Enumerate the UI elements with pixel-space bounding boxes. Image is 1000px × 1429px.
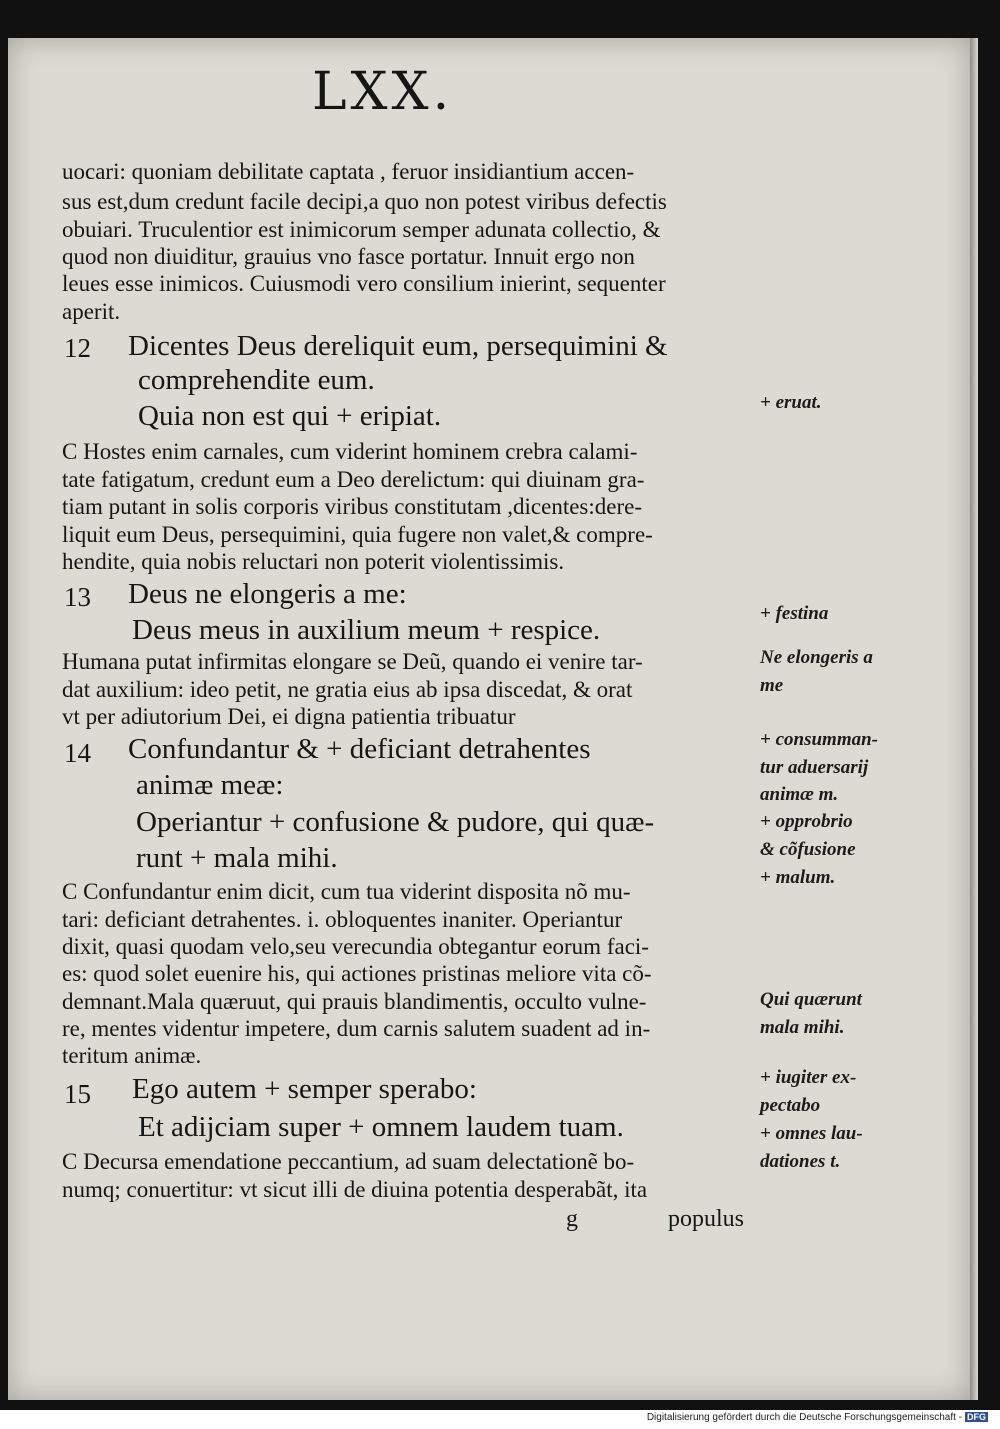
verse-line: comprehendite eum.: [138, 364, 375, 396]
text-line: leues esse inimicos. Cuiusmodi vero consilium inierint, sequenter: [62, 271, 666, 296]
margin-note: + opprobrio: [760, 811, 853, 832]
margin-note: animæ m.: [760, 784, 839, 805]
text-line: Humana putat infirmitas elongare se Deũ, quando ei venire tar-: [62, 649, 643, 674]
verse-number: 15: [64, 1079, 91, 1109]
verse-line: Quia non est qui + eripiat.: [138, 400, 442, 432]
text-line: hendite, quia nobis reluctari non poterit violentissimis.: [62, 549, 565, 574]
verse-line: Deus ne elongeris a me:: [128, 578, 407, 610]
text-line: tari: deficiant detrahentes. i. obloquentes inaniter. Operiantur: [62, 907, 623, 932]
margin-note: + eruat.: [760, 392, 822, 413]
text-line: numq; conuertitur: vt sicut illi de diuina potentia desperabãt, ita: [62, 1177, 648, 1202]
verse-number: 14: [64, 738, 91, 768]
verse-line: Operiantur + confusione & pudore, qui quæ-: [136, 806, 655, 838]
margin-note: & cõfusione: [760, 839, 856, 860]
text-line: aperit.: [62, 299, 121, 324]
text-line: tate fatigatum, credunt eum a Deo derelictum: qui diuinam gra-: [62, 467, 645, 492]
catchword: populus: [668, 1206, 745, 1232]
margin-note: + omnes lau-: [760, 1123, 863, 1144]
signature-mark: g: [566, 1206, 578, 1232]
verse-line: animæ meæ:: [136, 769, 284, 801]
folio-number: LXX.: [312, 62, 454, 122]
text-line: liquit eum Deus, persequimini, quia fugere non valet,& compre-: [62, 522, 653, 547]
text-line: teritum animæ.: [62, 1043, 202, 1068]
text-line: dixit, quasi quodam velo,seu verecundia obtegantur eorum faci-: [62, 934, 649, 959]
margin-note: + malum.: [760, 867, 836, 888]
text-line: uocari: quoniam debilitate captata , feruor insidiantium accen-: [62, 159, 635, 184]
verse-line: Dicentes Deus dereliquit eum, persequimini &: [128, 330, 668, 362]
text-line: re, mentes videntur impetere, dum carnis salutem suadent ad in-: [62, 1016, 651, 1041]
margin-note: Ne elongeris a: [760, 647, 873, 668]
verse-number: 12: [64, 333, 91, 363]
text-line: tiam putant in solis corporis viribus constitutam ,dicentes:dere-: [62, 494, 642, 519]
text-line: es: quod solet euenire his, qui actiones pristinas meliore vita cõ-: [62, 961, 652, 986]
margin-note: mala mihi.: [760, 1017, 845, 1038]
text-line: C Hostes enim carnales, cum viderint hominem crebra calami-: [62, 439, 638, 464]
text-line: quod non diuiditur, grauius vno fasce portatur. Innuit ergo non: [62, 244, 635, 269]
dfg-logo-icon: DFG: [967, 1412, 986, 1422]
margin-note: tur aduersarij: [760, 757, 869, 778]
verse-line: Ego autem + semper sperabo:: [132, 1073, 477, 1105]
text-line: C Decursa emendatione peccantium, ad suam delectationẽ bo-: [62, 1149, 635, 1174]
margin-note: + iugiter ex-: [760, 1067, 857, 1088]
verse-line: Confundantur & + deficiant detrahentes: [128, 733, 591, 765]
page-edge: [970, 38, 978, 1400]
text-line: demnant.Mala quæruut, qui prauis blandimentis, occulto vulne-: [62, 989, 647, 1014]
digitization-footer: [647, 1412, 988, 1423]
margin-note: pectabo: [760, 1095, 821, 1116]
margin-note: me: [760, 675, 784, 696]
text-line: dat auxilium: ideo petit, ne gratia eius ab ipsa discedat, & orat: [62, 677, 633, 702]
verse-line: runt + mala mihi.: [136, 842, 338, 874]
margin-note: + consumman-: [760, 729, 878, 750]
margin-note: Qui quærunt: [760, 989, 862, 1010]
margin-note: + festina: [760, 603, 829, 624]
text-line: vt per adiutorium Dei, ei digna patientia tribuatur: [62, 704, 516, 729]
verse-line: Et adijciam super + omnem laudem tuam.: [138, 1111, 624, 1143]
text-line: obuiari. Truculentior est inimicorum semper adunata collectio, &: [62, 217, 661, 242]
footer-text: Digitalisierung gefördert durch die Deutsche Forschungsgemeinschaft -: [646, 1412, 962, 1423]
verse-number: 13: [64, 582, 91, 612]
text-line: sus est,dum credunt facile decipi,a quo non potest viribus defectis: [62, 189, 667, 214]
margin-note: dationes t.: [760, 1151, 841, 1172]
verse-line: Deus meus in auxilium meum + respice.: [132, 614, 601, 646]
text-line: C Confundantur enim dicit, cum tua viderint disposita nõ mu-: [62, 879, 631, 904]
